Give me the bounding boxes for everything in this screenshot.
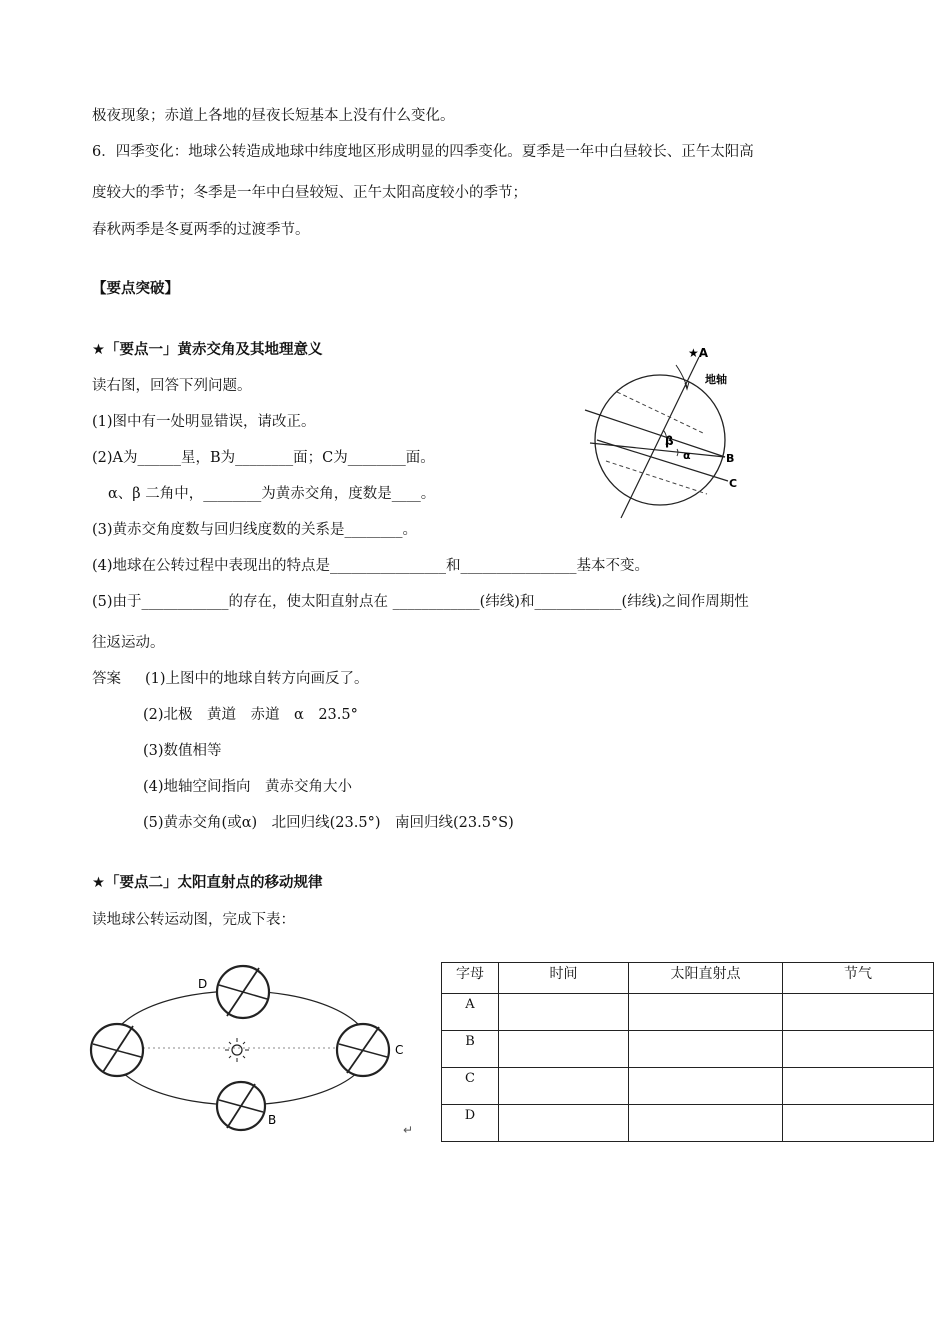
section-title: 【要点突破】 bbox=[92, 281, 179, 297]
header-direct-point: 太阳直射点 bbox=[629, 963, 783, 994]
return-mark: ↵ bbox=[403, 1123, 414, 1137]
table-row bbox=[442, 994, 934, 1031]
row-letter: C bbox=[442, 1068, 499, 1105]
d-label: D bbox=[198, 977, 208, 991]
header-letter: 字母 bbox=[442, 963, 499, 994]
row-letter: D bbox=[442, 1105, 499, 1142]
row-letter: B bbox=[442, 1031, 499, 1068]
point1-question-5: (5)由于____________的存在，使太阳直射点在 ____________(纬线)和____________(纬线)之间作周期性 bbox=[92, 594, 749, 610]
axis-label: 地轴 bbox=[705, 373, 727, 386]
header-solar-term: 节气 bbox=[783, 963, 934, 994]
row-time-cell[interactable] bbox=[499, 1105, 629, 1142]
row-term-cell[interactable] bbox=[783, 1031, 934, 1068]
answer-1: (1)上图中的地球自转方向画反了。 bbox=[145, 671, 369, 687]
table-header-row bbox=[442, 963, 934, 994]
point1-question-1: (1)图中有一处明显错误，请改正。 bbox=[92, 414, 316, 430]
row-letter: A bbox=[442, 994, 499, 1031]
earth-b bbox=[217, 1082, 265, 1130]
b-label: B bbox=[726, 452, 735, 465]
b-label-orbit: B bbox=[268, 1113, 277, 1127]
point1-question-3: (3)黄赤交角度数与回归线度数的关系是________。 bbox=[92, 522, 418, 538]
row-time-cell[interactable] bbox=[499, 994, 629, 1031]
earth-c bbox=[337, 1024, 389, 1076]
row-time-cell[interactable] bbox=[499, 1031, 629, 1068]
row-term-cell[interactable] bbox=[783, 1068, 934, 1105]
intro-line-3: 度较大的季节；冬季是一年中白昼较短、正午太阳高度较小的季节； bbox=[92, 185, 527, 201]
orbit-diagram bbox=[85, 960, 425, 1150]
row-term-cell[interactable] bbox=[783, 1105, 934, 1142]
row-time-cell[interactable] bbox=[499, 1068, 629, 1105]
table-row bbox=[442, 1031, 934, 1068]
header-time: 时间 bbox=[499, 963, 629, 994]
c-label-orbit: C bbox=[395, 1043, 404, 1057]
beta-label: β bbox=[665, 434, 674, 448]
point1-question-2: (2)A为______星，B为________面；C为________面。 bbox=[92, 450, 435, 466]
obliquity-diagram bbox=[575, 335, 775, 525]
answer-3: (3)数值相等 bbox=[143, 743, 222, 759]
point2-prompt: 读地球公转运动图，完成下表： bbox=[92, 912, 295, 928]
row-point-cell[interactable] bbox=[629, 994, 783, 1031]
earth-circle bbox=[595, 375, 725, 505]
answer-2: (2)北极 黄道 赤道 α 23.5° bbox=[143, 707, 358, 723]
answer-4: (4)地轴空间指向 黄赤交角大小 bbox=[143, 779, 353, 795]
row-point-cell[interactable] bbox=[629, 1105, 783, 1142]
star-a-label: ★A bbox=[688, 346, 709, 360]
point1-question-2b: α、β 二角中，________为黄赤交角，度数是____。 bbox=[108, 486, 436, 502]
point1-prompt: 读右图，回答下列问题。 bbox=[92, 378, 252, 394]
answer-5: (5)黄赤交角(或α) 北回归线(23.5°) 南回归线(23.5°S) bbox=[143, 815, 514, 831]
point1-title: ★「要点一」黄赤交角及其地理意义 bbox=[92, 342, 323, 358]
alpha-label: α bbox=[683, 449, 691, 462]
row-point-cell[interactable] bbox=[629, 1068, 783, 1105]
intro-line-2: 6．四季变化：地球公转造成地球中纬度地区形成明显的四季变化。夏季是一年中白昼较长、正午太阳高 bbox=[92, 144, 754, 160]
point2-title: ★「要点二」太阳直射点的移动规律 bbox=[92, 875, 323, 891]
table-row bbox=[442, 1105, 934, 1142]
answer-label: 答案 bbox=[92, 671, 121, 687]
intro-line-4: 春秋两季是冬夏两季的过渡季节。 bbox=[92, 222, 310, 238]
parallel-dashed-1 bbox=[617, 392, 703, 433]
table-row bbox=[442, 1068, 934, 1105]
earth-left bbox=[91, 1024, 143, 1076]
c-label: C bbox=[729, 477, 738, 490]
point1-question-5b: 往返运动。 bbox=[92, 635, 165, 651]
parallel-dashed-3 bbox=[606, 461, 707, 494]
sun-icon bbox=[225, 1038, 249, 1062]
row-point-cell[interactable] bbox=[629, 1031, 783, 1068]
earth-d bbox=[217, 966, 269, 1018]
intro-line-1: 极夜现象；赤道上各地的昼夜长短基本上没有什么变化。 bbox=[92, 108, 455, 124]
solar-point-table bbox=[441, 962, 934, 1142]
point1-question-4: (4)地球在公转过程中表现出的特点是________________和________________基本不变。 bbox=[92, 558, 650, 574]
row-term-cell[interactable] bbox=[783, 994, 934, 1031]
